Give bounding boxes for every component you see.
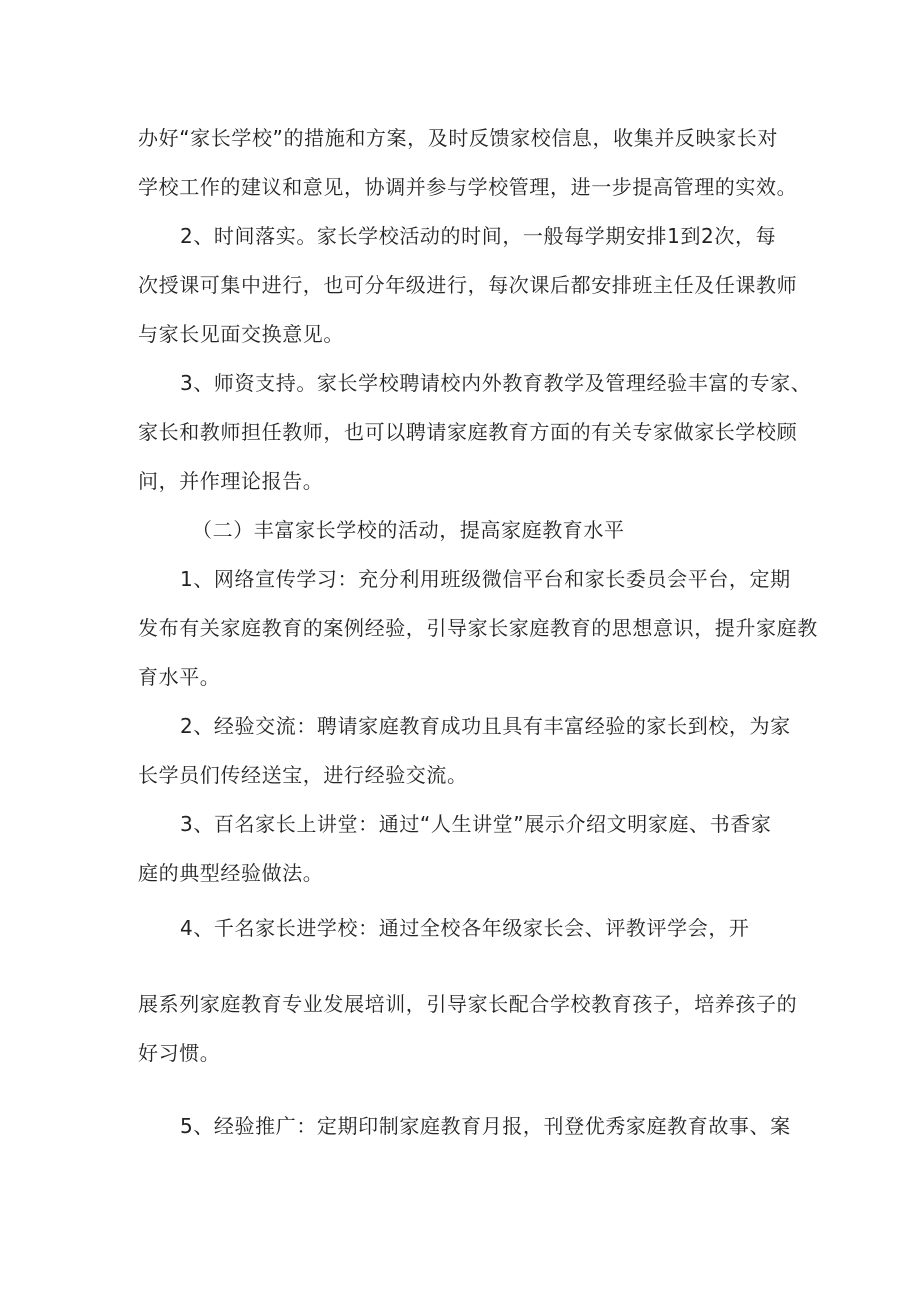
paragraph-line: 长学员们传经送宝，进行经验交流。	[138, 763, 468, 787]
paragraph-line: 办好“家长学校”的措施和方案，及时反馈家校信息，收集并反映家长对	[138, 126, 778, 150]
paragraph-line: 庭的典型经验做法。	[138, 861, 324, 885]
paragraph-line: 问，并作理论报告。	[138, 469, 324, 493]
section-heading: （二）丰富家长学校的活动，提高家庭教育水平	[192, 518, 625, 542]
paragraph-line: 展系列家庭教育专业发展培训，引导家长配合学校教育孩子，培养孩子的	[138, 992, 798, 1016]
paragraph-line: 5、经验推广：定期印制家庭教育月报，刊登优秀家庭教育故事、案	[180, 1114, 791, 1138]
paragraph-line: 2、经验交流：聘请家庭教育成功且具有丰富经验的家长到校，为家	[180, 714, 791, 738]
paragraph-line: 发布有关家庭教育的案例经验，引导家长家庭教育的思想意识，提升家庭教	[138, 616, 818, 640]
paragraph-line: 3、百名家长上讲堂：通过“人生讲堂”展示介绍文明家庭、书香家	[180, 812, 772, 836]
paragraph-line: 好习惯。	[138, 1041, 221, 1065]
paragraph-line: 学校工作的建议和意见，协调并参与学校管理，进一步提高管理的实效。	[138, 175, 798, 199]
paragraph-line: 育水平。	[138, 665, 221, 689]
paragraph-line: 1、网络宣传学习：充分利用班级微信平台和家长委员会平台，定期	[180, 567, 791, 591]
paragraph-line: 与家长见面交换意见。	[138, 322, 344, 346]
paragraph-line: 4、千名家长进学校：通过全校各年级家长会、评教评学会，开	[180, 916, 750, 940]
paragraph-line: 家长和教师担任教师，也可以聘请家庭教育方面的有关专家做家长学校顾	[138, 420, 798, 444]
paragraph-line: 3、师资支持。家长学校聘请校内外教育教学及管理经验丰富的专家、	[180, 371, 812, 395]
paragraph-line: 次授课可集中进行，也可分年级进行，每次课后都安排班主任及任课教师	[138, 273, 798, 297]
paragraph-line: 2、时间落实。家长学校活动的时间，一般每学期安排1到2次，每	[180, 224, 777, 248]
